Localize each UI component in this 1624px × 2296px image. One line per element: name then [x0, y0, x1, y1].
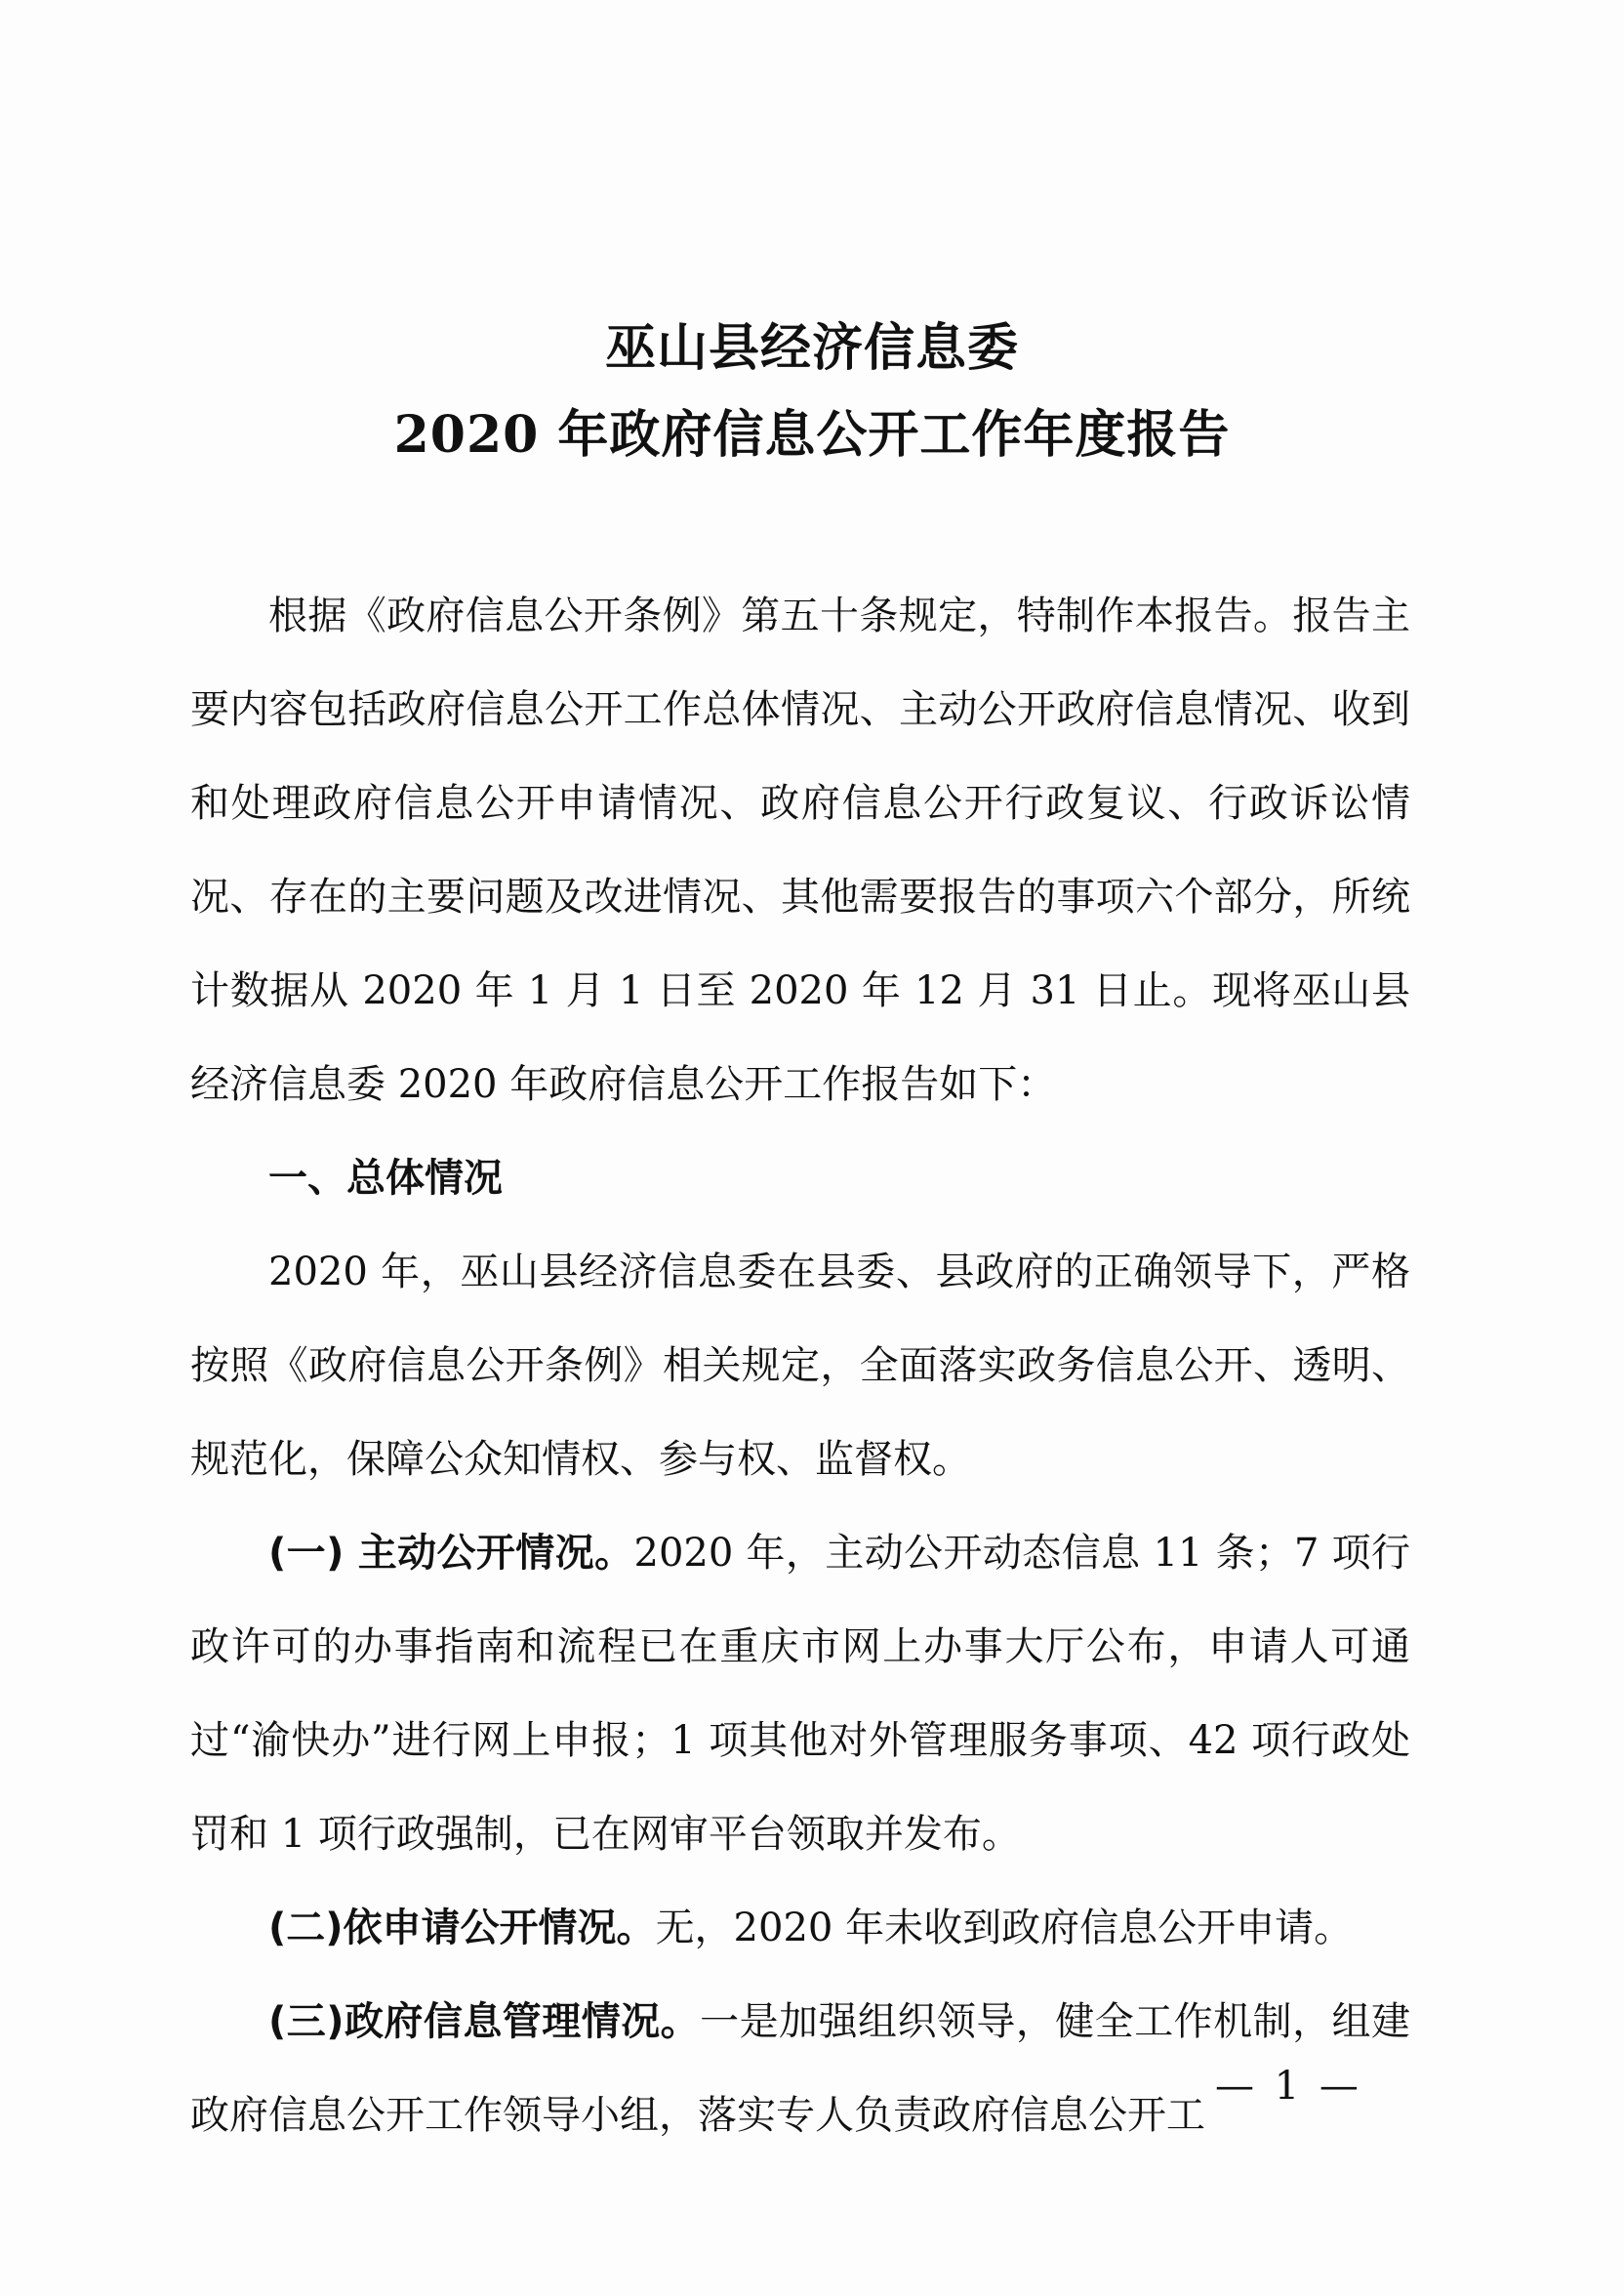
application-disclosure-paragraph: [190, 1881, 1410, 1975]
application-disclosure-text: 无，2020 年未收到政府信息公开申请。: [655, 1906, 1354, 1950]
information-management-text: 一是加强组织领导，健全工作机制，组建政府信息公开工作领导小组，落实专人负责政府信息公开工: [190, 1999, 1411, 2138]
application-disclosure-label: (二)依申请公开情况。: [268, 1906, 656, 1950]
section-heading-overview: 一、总体情况: [268, 1156, 503, 1201]
page-number: — 1 —: [1215, 2064, 1362, 2109]
information-management-label: (三)政府信息管理情况。: [268, 1999, 701, 2044]
document-title-line2: 2020 年政府信息公开工作年度报告: [393, 405, 1231, 465]
overview-paragraph: 2020 年，巫山县经济信息委在县委、县政府的正确领导下，严格按照《政府信息公开条例》相关规定，全面落实政务信息公开、透明、规范化，保障公众知情权、参与权、监督权。: [190, 1250, 1410, 1482]
proactive-disclosure-text: 2020 年，主动公开动态信息 11 条；7 项行政许可的办事指南和流程已在重庆市网上办事大厅公布，申请人可通过“渝快办”进行网上申报；1 项其他对外管理服务事项、42 项行政处罚和 1 项行政强制，已在网审平台领取并发布。: [190, 1531, 1410, 1857]
document-body: [190, 569, 1410, 2162]
proactive-disclosure-label: (一) 主动公开情况。: [268, 1531, 634, 1576]
document-title-line1: 巫山县经济信息委: [604, 318, 1019, 378]
intro-paragraph: 根据《政府信息公开条例》第五十条规定，特制作本报告。报告主要内容包括政府信息公开工作总体情况、主动公开政府信息情况、收到和处理政府信息公开申请情况、政府信息公开行政复议、行政诉讼情况、存在的主要问题及改进情况、其他需要报告的事项六个部分，所统计数据从 2020 年 1 月 1 日至 2020 年 12 月 31 日止。现将巫山县经济信息委 2020 年政府信息公开工作报告如下：: [190, 594, 1410, 1107]
proactive-disclosure-paragraph: [190, 1506, 1410, 1881]
